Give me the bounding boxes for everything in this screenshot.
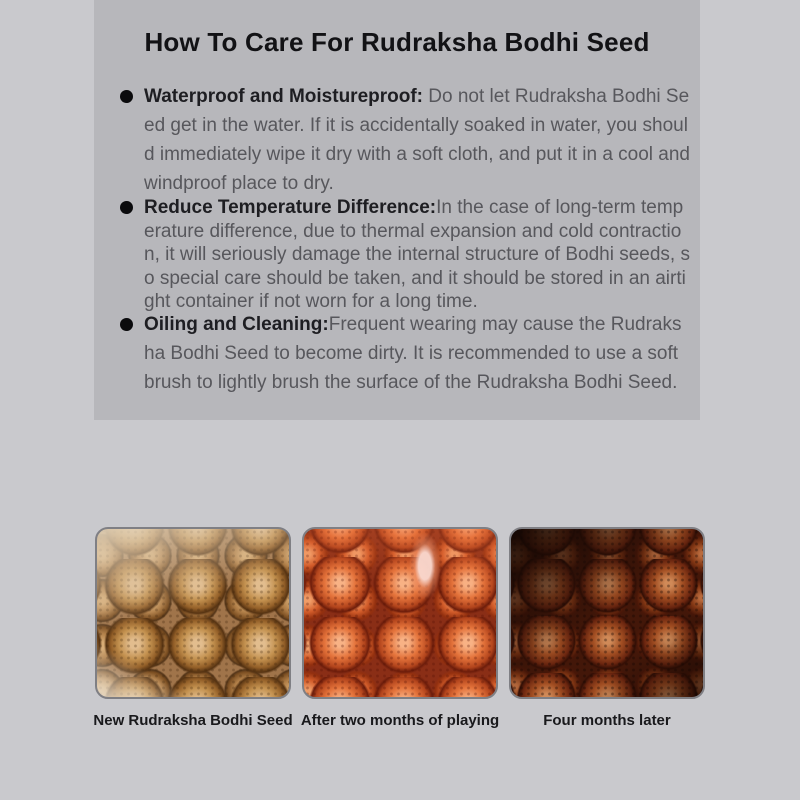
stage-captions-row: [95, 712, 705, 729]
page-title: How To Care For Rudraksha Bodhi Seed: [144, 27, 650, 57]
care-point-label: Oiling and Cleaning:: [144, 314, 329, 335]
care-point-oiling: [144, 310, 692, 397]
caption-four-months: Four months later: [543, 712, 671, 729]
care-point-text: Frequent wearing may cause the Rudraksha Bodhi Seed to become dirty. It is recommended to use a soft brush to lightly brush the surface of the Rudraksha Bodhi Seed.: [144, 314, 682, 393]
care-point-text: In the case of long-term temperature difference, due to thermal expansion and cold contraction, it will seriously damage the internal structure of Bodhi seeds, so special care should be taken, and it should be stored in an airtight container if not worn for a long time.: [144, 197, 690, 312]
stage-photos-row: [95, 527, 705, 699]
care-point-label: Waterproof and Moistureproof:: [144, 86, 423, 107]
care-point-text: Do not let Rudraksha Bodhi Seed get in the water. If it is accidentally soaked in water, you should immediately wipe it dry with a soft cloth, and put it in a cool and windproof place to dry.: [144, 86, 690, 194]
care-instructions-panel: [94, 0, 700, 420]
care-point-label: Reduce Temperature Difference:: [144, 197, 437, 218]
bullet-dot-icon: [120, 90, 133, 103]
photo-four-months-seeds: [509, 527, 705, 699]
bullet-dot-icon: [120, 318, 133, 331]
photo-two-months-seeds: [302, 527, 498, 699]
care-point-temperature: [144, 196, 692, 314]
caption-new-seed: New Rudraksha Bodhi Seed: [93, 712, 293, 729]
caption-two-months: After two months of playing: [300, 712, 500, 729]
care-point-waterproof: [144, 82, 692, 198]
bullet-dot-icon: [120, 201, 133, 214]
photo-new-rudraksha-seeds: [95, 527, 291, 699]
